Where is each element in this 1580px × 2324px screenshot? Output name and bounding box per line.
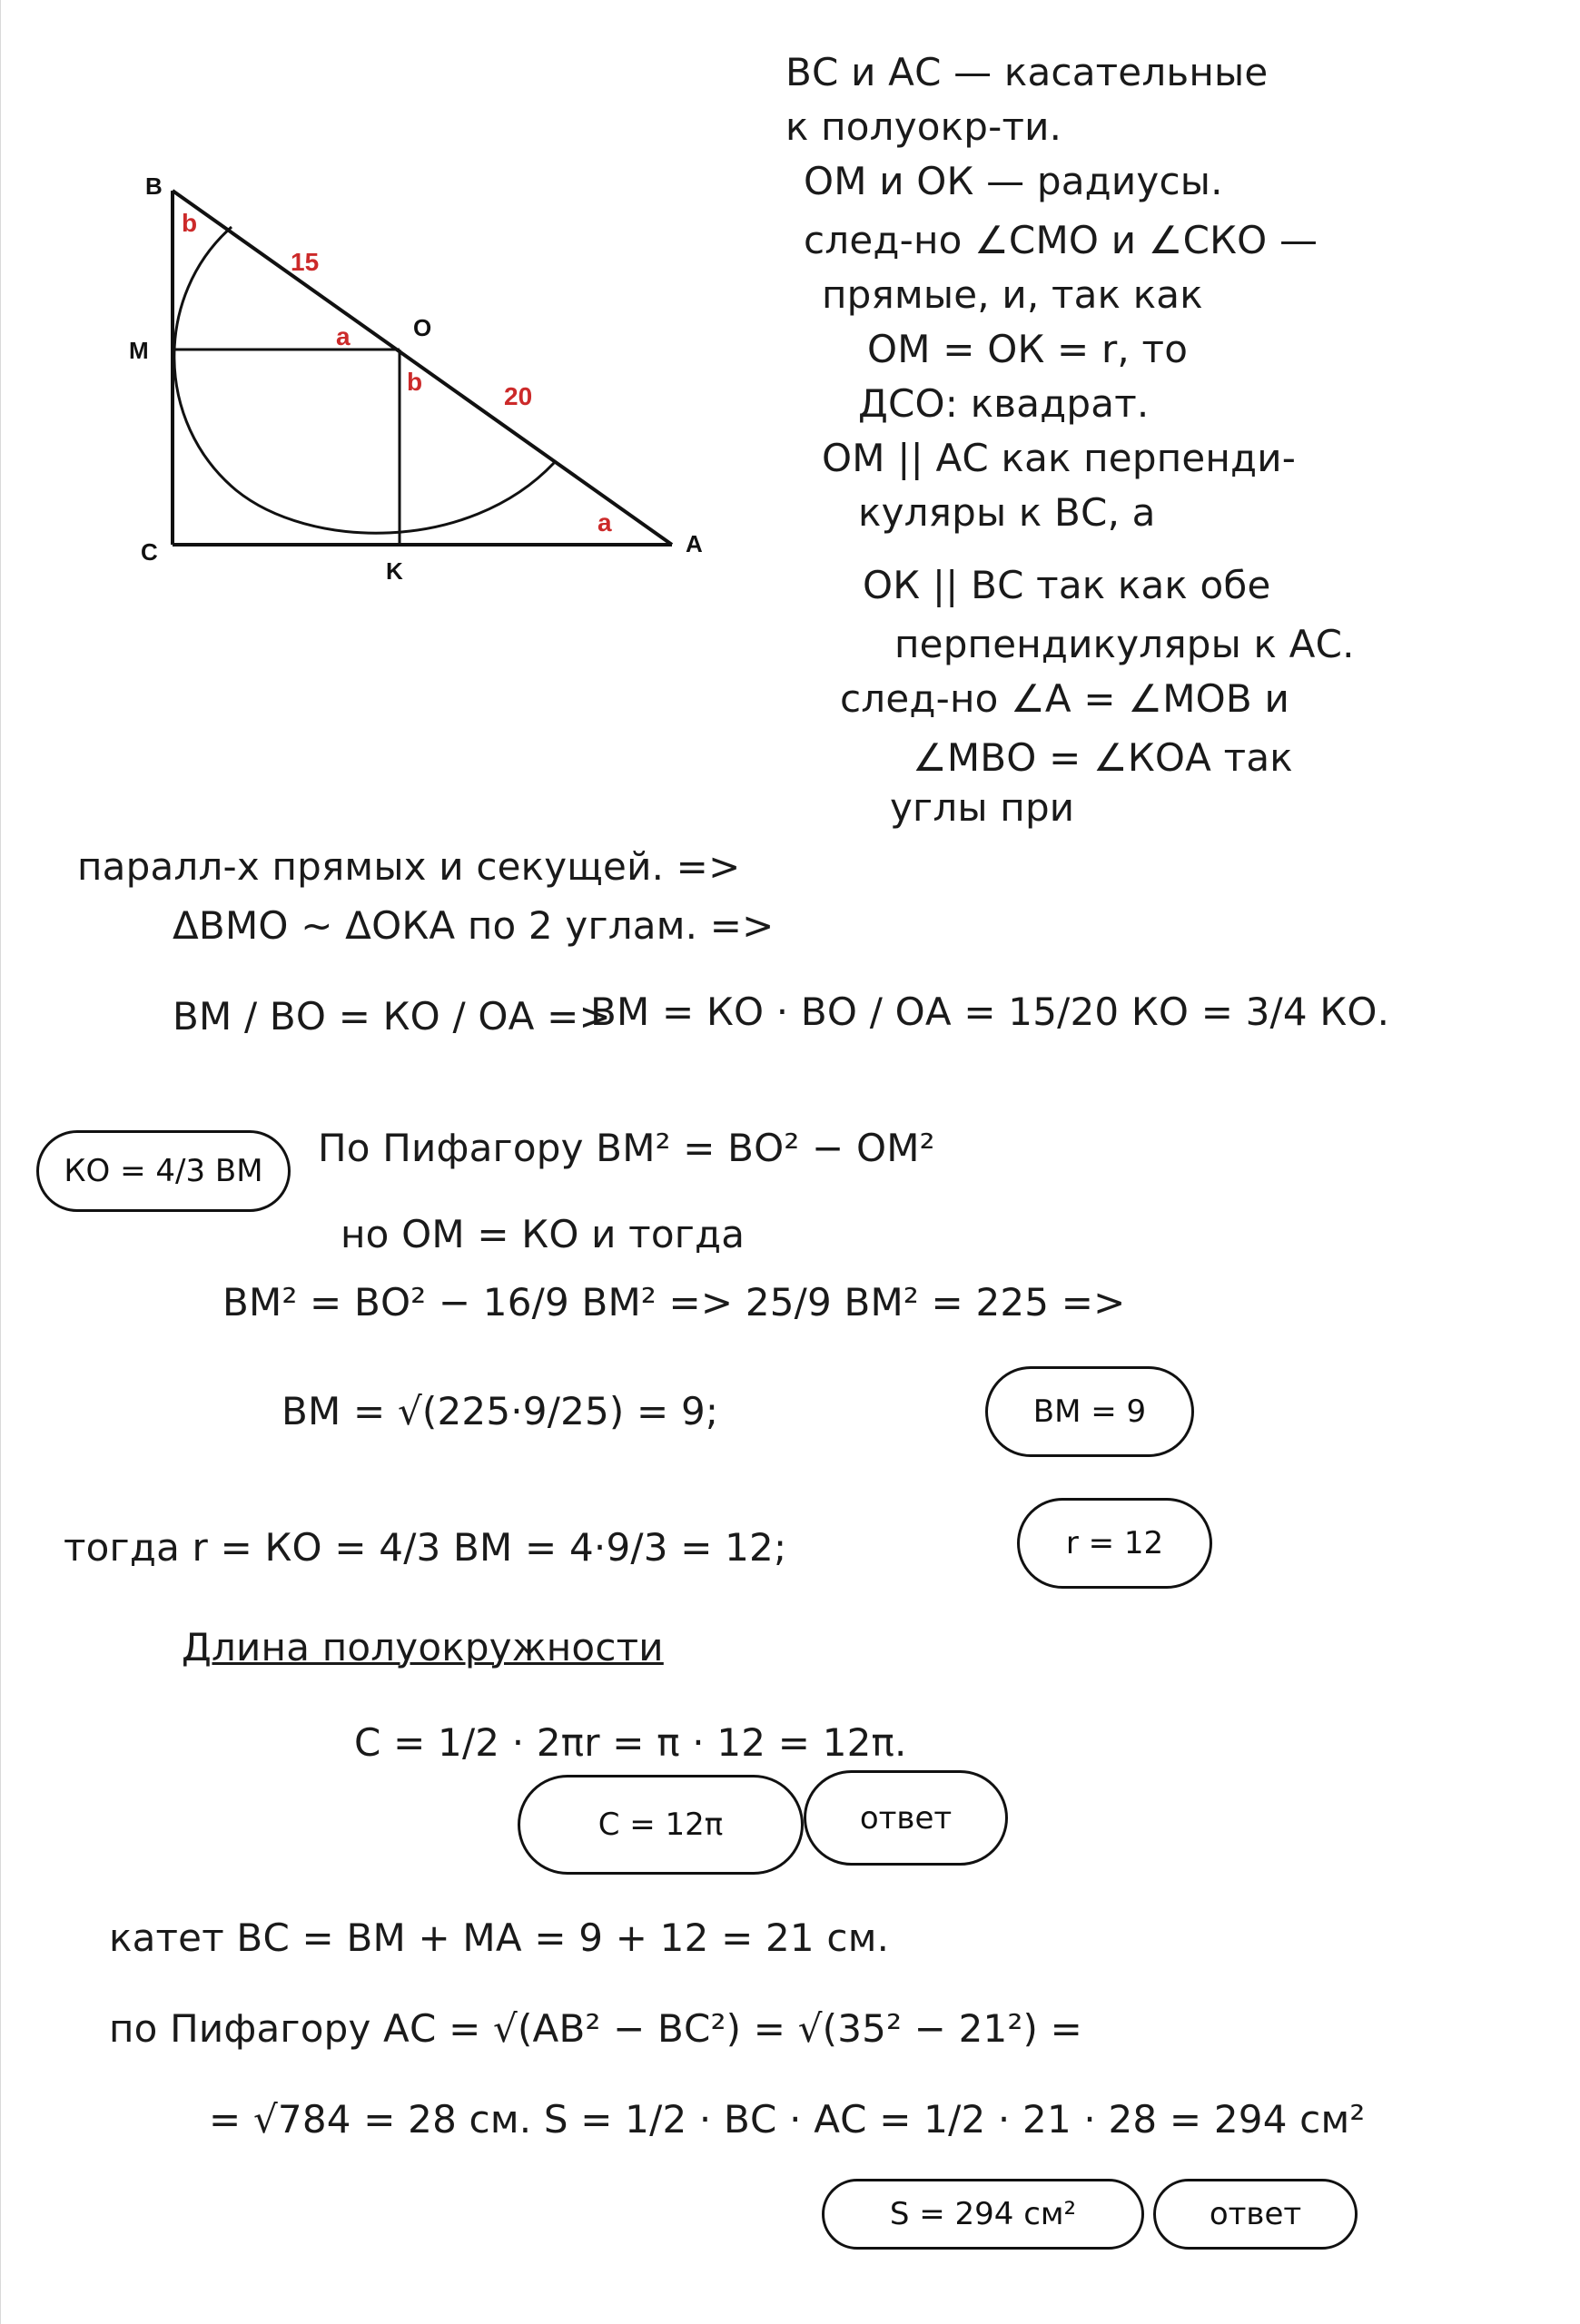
text-line-6: ОМ = ОК = r, то bbox=[867, 327, 1189, 371]
label-k: K bbox=[386, 557, 403, 585]
circled-s: S = 294 см² bbox=[822, 2179, 1144, 2250]
circled-bm: ВМ = 9 bbox=[985, 1366, 1194, 1457]
label-c: C bbox=[141, 538, 158, 566]
text-line-2: к полуокр-ти. bbox=[785, 104, 1062, 149]
text-line-11: перпендикуляры к АС. bbox=[894, 622, 1355, 666]
circled-answer-2: ответ bbox=[1153, 2179, 1358, 2250]
circled-ko-formula: КО = 4/3 ВМ bbox=[36, 1130, 291, 1212]
text-line-8: ОМ || АС как перпенди- bbox=[822, 436, 1297, 480]
text-line-19: По Пифагору ВМ² = ВО² − ОМ² bbox=[318, 1126, 935, 1170]
circled-c: С = 12π bbox=[518, 1775, 804, 1875]
text-line-14: углы при bbox=[890, 785, 1075, 830]
text-line-17: ВМ / ВО = КО / ОА => bbox=[173, 994, 611, 1039]
label-b: B bbox=[145, 172, 163, 200]
length-20: 20 bbox=[504, 382, 533, 410]
text-line-5: прямые, и, так как bbox=[822, 272, 1203, 317]
text-line-7: ДСО: квадрат. bbox=[858, 381, 1150, 426]
left-edge-line bbox=[0, 0, 1, 2324]
text-line-15: паралл-х прямых и секущей. => bbox=[77, 844, 741, 889]
text-line-1: ВС и АС — касательные bbox=[785, 50, 1269, 94]
text-line-9: куляры к ВС, а bbox=[858, 490, 1156, 535]
label-o: O bbox=[413, 314, 432, 341]
text-line-25: катет ВС = ВМ + МА = 9 + 12 = 21 см. bbox=[109, 1915, 890, 1960]
angle-a-bottom: a bbox=[597, 508, 612, 537]
text-line-12: след-но ∠А = ∠МОВ и bbox=[840, 676, 1289, 721]
geometry-diagram-svg bbox=[118, 163, 736, 617]
heading-length-semicircle: Длина полуокружности bbox=[182, 1625, 664, 1669]
circled-answer-1: ответ bbox=[804, 1770, 1008, 1866]
text-line-10: ОК || ВС так как обе bbox=[863, 563, 1271, 607]
length-15: 15 bbox=[291, 248, 320, 276]
text-line-23: тогда r = КО = 4/3 ВМ = 4·9/3 = 12; bbox=[64, 1525, 787, 1570]
geometry-diagram bbox=[118, 163, 736, 617]
angle-b-top: b bbox=[182, 209, 198, 237]
text-line-24: С = 1/2 · 2πr = π · 12 = 12π. bbox=[354, 1720, 907, 1765]
text-line-26: по Пифагору АС = √(АВ² − ВС²) = √(35² − 21²) = bbox=[109, 2006, 1083, 2051]
text-line-21: ВМ² = ВО² − 16/9 ВМ² => 25/9 ВМ² = 225 => bbox=[222, 1280, 1126, 1324]
text-line-27: = √784 = 28 см. S = 1/2 · ВС · АС = 1/2 · 21 · 28 = 294 см² bbox=[209, 2097, 1366, 2142]
label-m: M bbox=[129, 337, 149, 364]
angle-a-center: a bbox=[336, 322, 351, 350]
circled-r: r = 12 bbox=[1017, 1498, 1212, 1589]
text-line-13: ∠МВО = ∠КОА так bbox=[913, 735, 1293, 780]
text-line-16: ΔВМО ~ ΔОКА по 2 углам. => bbox=[173, 903, 775, 948]
text-line-4: след-но ∠СМО и ∠СКО — bbox=[804, 218, 1318, 262]
label-a: A bbox=[686, 530, 703, 557]
text-line-3: ОМ и ОК — радиусы. bbox=[804, 159, 1223, 203]
text-line-20: но ОМ = КО и тогда bbox=[341, 1212, 746, 1256]
angle-b-inner: b bbox=[407, 368, 423, 396]
text-line-22: ВМ = √(225·9/25) = 9; bbox=[281, 1389, 719, 1433]
text-line-18: ВМ = КО · ВО / ОА = 15/20 КО = 3/4 КО. bbox=[590, 990, 1390, 1034]
semicircle-arc bbox=[174, 227, 554, 533]
